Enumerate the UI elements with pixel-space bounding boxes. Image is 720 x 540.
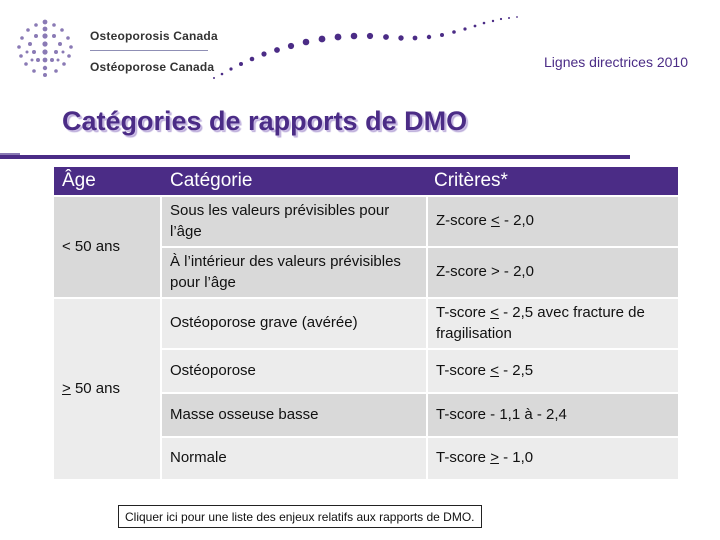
org-name-divider bbox=[90, 50, 208, 51]
age-group-under-50 bbox=[54, 197, 160, 297]
column-header-category: Catégorie bbox=[162, 167, 426, 195]
table-row-category: Ostéoporose grave (avérée) bbox=[162, 299, 426, 348]
table-row-criteria: T-score < - 2,5 avec fracture de fragilisation bbox=[428, 299, 678, 348]
org-name-french: Ostéoporose Canada bbox=[90, 60, 215, 74]
osteoporosis-canada-logo bbox=[10, 14, 80, 84]
table-row-category: Ostéoporose bbox=[162, 350, 426, 392]
age-group-over-50 bbox=[54, 299, 160, 479]
table-row-criteria: Z-score > - 2,0 bbox=[428, 248, 678, 297]
age-group-label: < 50 ans bbox=[62, 237, 120, 255]
table-row-category: Sous les valeurs prévisibles pour l’âge bbox=[162, 197, 426, 246]
table-row-category: À l’intérieur des valeurs prévisibles pour l’âge bbox=[162, 248, 426, 297]
decorative-dot-arc bbox=[210, 12, 530, 82]
bmd-report-categories-table bbox=[54, 167, 678, 479]
column-header-criteria: Critères* bbox=[426, 167, 678, 195]
bmd-reporting-issues-link[interactable]: Cliquer ici pour une liste des enjeux relatifs aux rapports de DMO. bbox=[118, 505, 482, 528]
table-row-criteria: T-score - 1,1 à - 2,4 bbox=[428, 394, 678, 436]
age-group-symbol: > bbox=[62, 379, 71, 397]
table-row-category: Masse osseuse basse bbox=[162, 394, 426, 436]
table-row-criteria: T-score < - 2,5 bbox=[428, 350, 678, 392]
table-row-category: Normale bbox=[162, 438, 426, 479]
title-underline bbox=[0, 155, 630, 159]
slide-title: Catégories de rapports de DMO bbox=[62, 106, 468, 136]
age-group-label: 50 ans bbox=[74, 379, 120, 397]
column-header-age: Âge bbox=[54, 167, 162, 195]
table-row-criteria: T-score > - 1,0 bbox=[428, 438, 678, 479]
table-row-criteria: Z-score < - 2,0 bbox=[428, 197, 678, 246]
guidelines-label: Lignes directrices 2010 bbox=[544, 54, 688, 70]
org-name-english: Osteoporosis Canada bbox=[90, 29, 218, 43]
